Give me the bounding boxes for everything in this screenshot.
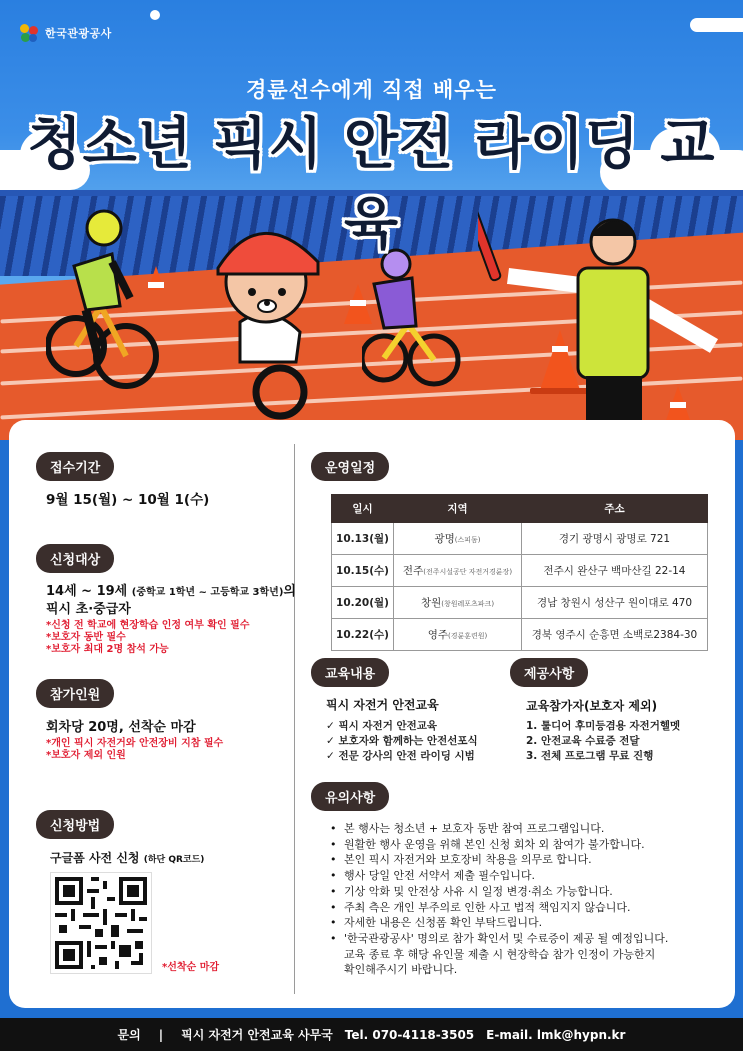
reception-period: 9월 15(월) ~ 10월 1(수) <box>46 492 210 508</box>
list-item: • 본인 픽시 자전거와 보호장비 착용을 의무로 합니다. <box>328 852 718 868</box>
schedule-address: 경북 영주시 순흥면 소백로2384-30 <box>522 619 708 651</box>
target-age <box>46 580 296 599</box>
list-item: • 원활한 행사 운영을 위해 본인 신청 회차 외 참여가 불가합니다. <box>328 837 718 853</box>
apply-method-note: (하단 QR코드) <box>143 855 205 865</box>
reception-label: 접수기간 <box>36 452 114 481</box>
table-header-row <box>332 495 708 523</box>
page-subtitle: 경륜선수에게 직접 배우는 <box>246 78 497 102</box>
list-item: 1. 툴디어 후미등겸용 자전거헬멧 <box>526 720 681 732</box>
list-item: 3. 전체 프로그램 무료 진행 <box>526 750 654 762</box>
column-header-region: 지역 <box>394 495 522 523</box>
table-row <box>332 523 708 555</box>
check-icon: ✓ <box>326 720 339 732</box>
participants-note: *개인 픽시 자전거와 안전장비 지참 필수 <box>46 738 224 749</box>
schedule-address: 경남 창원시 성산구 원이대로 470 <box>522 587 708 619</box>
target-age-suffix: 의 <box>283 584 296 599</box>
participants-note: *보호자 제외 인원 <box>46 750 126 761</box>
list-item: • 행사 당일 안전 서약서 제출 필수입니다. <box>328 868 718 884</box>
schedule-address: 경기 광명시 광명로 721 <box>522 523 708 555</box>
kto-logo <box>18 22 112 44</box>
column-header-address: 주소 <box>522 495 708 523</box>
participants-info: 회차당 20명, 선착순 마감 <box>46 720 196 735</box>
education-label: 교육내용 <box>311 658 389 687</box>
footer-email[interactable]: E-mail. lmk@hypn.kr <box>486 1027 626 1042</box>
caution-list <box>328 821 718 978</box>
footer-office: 픽시 자전거 안전교육 사무국 <box>181 1028 333 1042</box>
provided-label: 제공사항 <box>510 658 588 687</box>
education-item-text: 보호자와 함께하는 안전선포식 <box>338 735 478 747</box>
footer-label: 문의 <box>117 1028 141 1042</box>
list-item: • '한국관광공사' 명의로 참가 확인서 및 수료증이 제공 될 예정입니다. <box>328 931 718 947</box>
list-item: • 주최 측은 개인 부주의로 인한 사고 법적 책임지지 않습니다. <box>328 900 718 916</box>
footer-contact <box>0 1018 743 1051</box>
page-title: 청소년 픽시 안전 라이딩 교육 <box>27 112 716 257</box>
target-label: 신청대상 <box>36 544 114 573</box>
check-icon: ✓ <box>326 750 339 762</box>
schedule-table <box>331 494 708 651</box>
schedule-date: 10.20(월) <box>332 587 394 619</box>
schedule-region <box>394 555 522 587</box>
target-note: *보호자 동반 필수 <box>46 632 126 643</box>
list-item: • 본 행사는 청소년 + 보호자 동반 참여 프로그램입니다. <box>328 821 718 837</box>
qr-code[interactable] <box>50 872 152 974</box>
education-item-text: 픽시 자전거 안전교육 <box>338 720 438 732</box>
schedule-region-name: 광명 <box>434 533 455 545</box>
list-item <box>326 718 478 733</box>
target-note: *보호자 최대 2명 참석 가능 <box>46 644 169 655</box>
list-item: 2. 안전교육 수료증 전달 <box>526 735 640 747</box>
education-item-text: 전문 강사의 안전 라이딩 시범 <box>338 750 475 762</box>
schedule-region <box>394 619 522 651</box>
apply-deadline-note: *선착순 마감 <box>162 962 220 973</box>
schedule-venue: (경륜훈련원) <box>448 632 488 640</box>
schedule-region-name: 창원 <box>420 597 442 609</box>
list-item <box>326 733 478 748</box>
apply-label: 신청방법 <box>36 810 114 839</box>
target-age-detail: (중학교 1학년 ~ 고등학교 3학년) <box>131 587 284 598</box>
target-age-main: 14세 ~ 19세 <box>46 584 128 599</box>
list-item-continuation: 확인해주시기 바랍니다. <box>344 963 458 977</box>
check-icon: ✓ <box>326 735 339 747</box>
table-row <box>332 555 708 587</box>
table-row <box>332 619 708 651</box>
column-divider <box>294 444 295 994</box>
kto-logo-mark-icon <box>18 22 40 44</box>
schedule-region-name: 전주 <box>402 565 424 577</box>
schedule-region <box>394 587 522 619</box>
list-item: • 기상 악화 및 안전상 사유 시 일정 변경·취소 가능합니다. <box>328 884 718 900</box>
schedule-region <box>394 523 522 555</box>
provided-title: 교육참가자(보호자 제외) <box>526 699 658 713</box>
footer-separator: | <box>158 1027 164 1042</box>
apply-method <box>50 849 204 866</box>
schedule-label: 운영일정 <box>311 452 389 481</box>
list-item <box>326 748 478 763</box>
target-level: 픽시 초·중급자 <box>46 602 131 617</box>
schedule-address: 전주시 완산구 백마산길 22-14 <box>522 555 708 587</box>
education-list <box>326 718 478 763</box>
column-header-date: 일시 <box>332 495 394 523</box>
provided-list <box>526 718 680 763</box>
schedule-region-name: 영주 <box>427 629 448 641</box>
schedule-venue: (스피돔) <box>454 536 481 544</box>
schedule-date: 10.22(수) <box>332 619 394 651</box>
cyclist-purple-illustration <box>362 248 462 398</box>
table-row <box>332 587 708 619</box>
participants-label: 참가인원 <box>36 679 114 708</box>
list-item: • 자세한 내용은 신청폼 확인 부탁드립니다. <box>328 915 718 931</box>
schedule-date: 10.15(수) <box>332 555 394 587</box>
list-item-continuation: 교육 종료 후 해당 유인물 제출 시 현장학습 참가 인정이 가능한지 <box>344 947 656 961</box>
target-note: *신청 전 학교에 현장학습 인정 여부 확인 필수 <box>46 620 250 631</box>
apply-method-text: 구글폼 사전 신청 <box>50 851 140 865</box>
kto-logo-text: 한국관광공사 <box>45 27 112 40</box>
footer-tel[interactable]: Tel. 070-4118-3505 <box>344 1027 475 1042</box>
schedule-venue: (창원레포츠파크) <box>441 600 495 608</box>
schedule-venue: (전주시설공단 자전거경륜장) <box>423 568 513 576</box>
schedule-date: 10.13(월) <box>332 523 394 555</box>
caution-label: 유의사항 <box>311 782 389 811</box>
education-title: 픽시 자전거 안전교육 <box>326 698 439 712</box>
